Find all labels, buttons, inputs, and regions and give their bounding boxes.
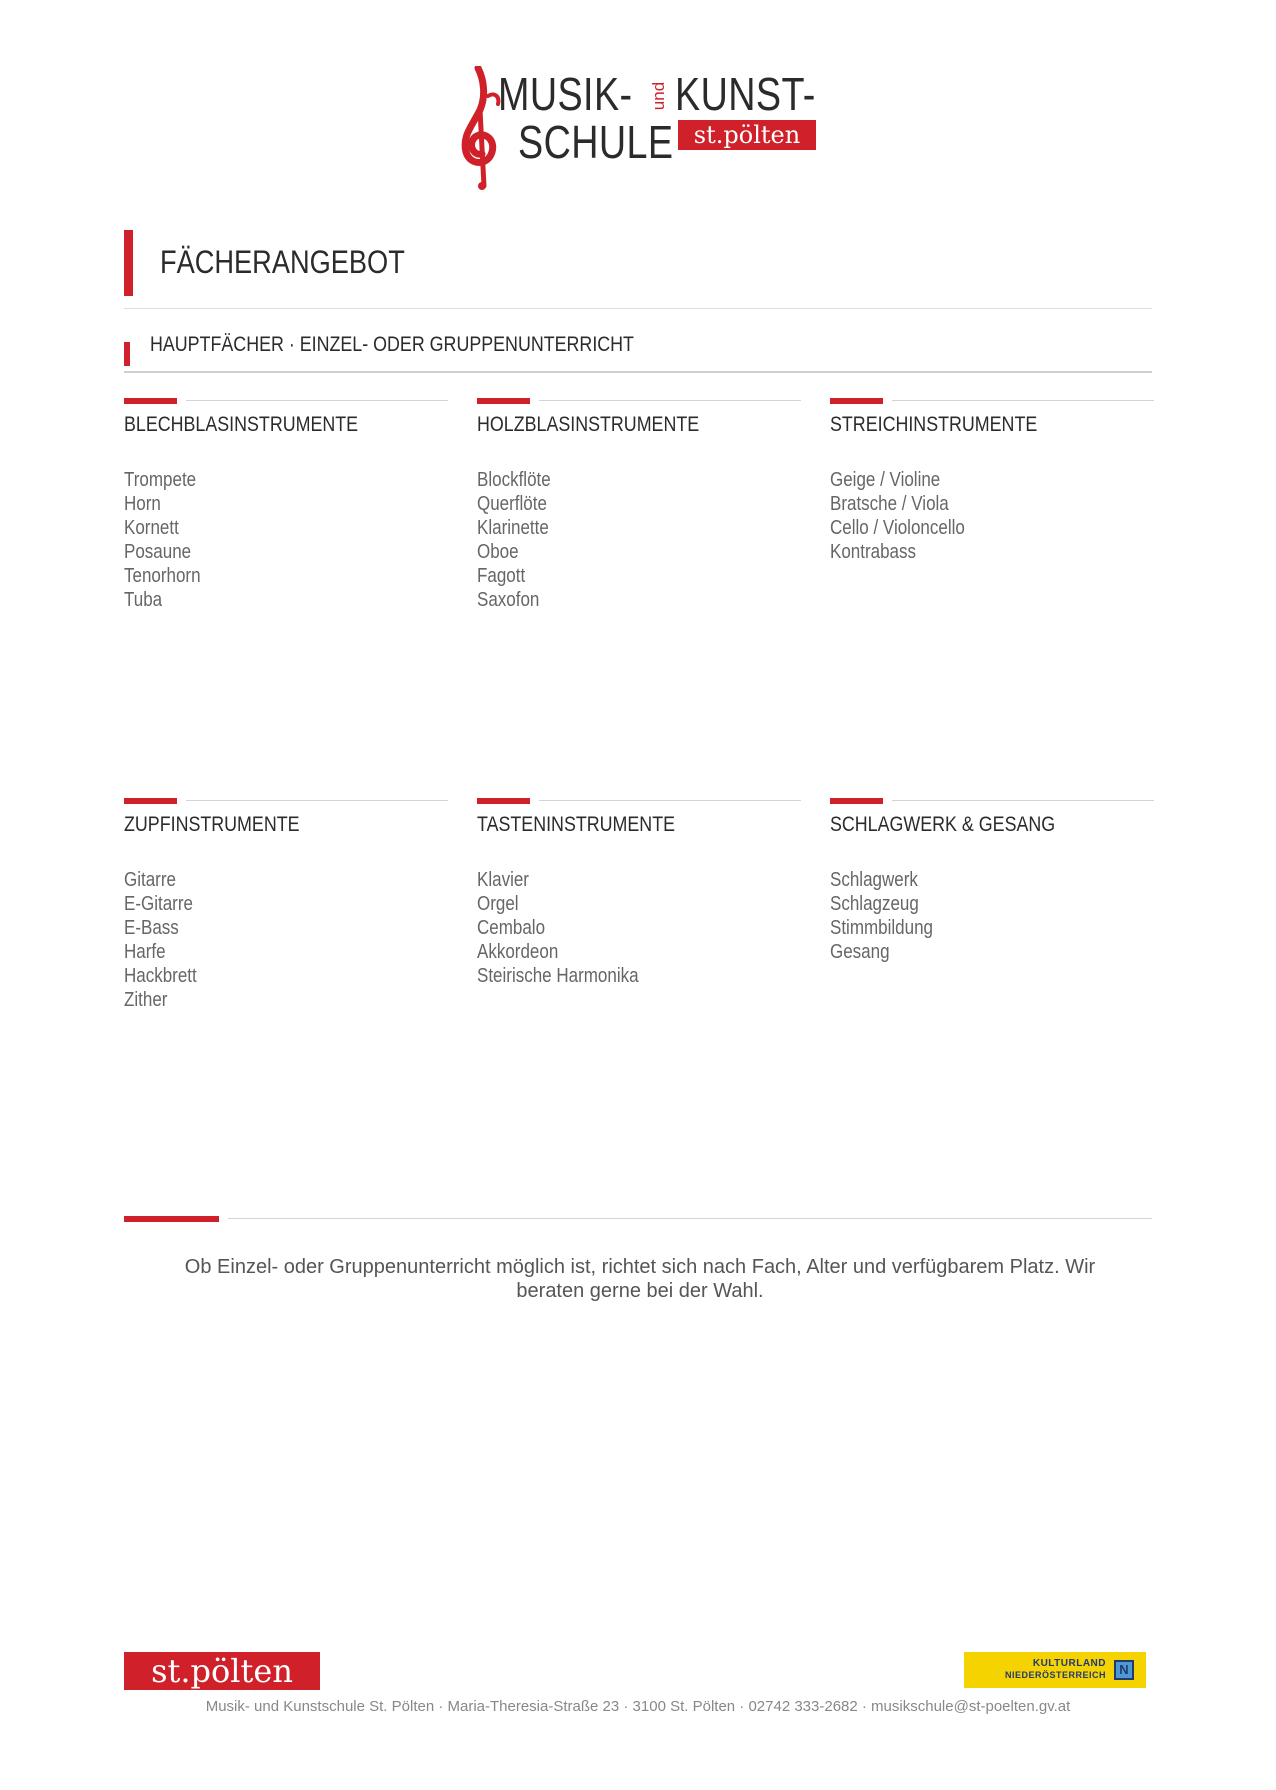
note-accent (124, 1216, 219, 1222)
list-item: Cembalo (477, 917, 546, 939)
category-title: BLECHBLASINSTRUMENTE (124, 413, 359, 436)
category-title: SCHLAGWERK & GESANG (830, 813, 1056, 836)
list-item: Steirische Harmonika (477, 965, 639, 987)
list-item: Kornett (124, 517, 179, 539)
category-accent (124, 398, 177, 404)
list-item: Stimmbildung (830, 917, 933, 939)
category-divider (892, 400, 1154, 401)
list-item: E-Bass (124, 917, 179, 939)
note-divider (228, 1218, 1152, 1219)
category-title: ZUPFINSTRUMENTE (124, 813, 300, 836)
list-item: Kontrabass (830, 541, 916, 563)
list-item: Schlagwerk (830, 869, 918, 891)
instrument-list (124, 468, 214, 612)
list-item: Blockflöte (477, 469, 551, 491)
footer-address: Musik- und Kunstschule St. Pölten · Maria-Theresia-Straße 23 · 3100 St. Pölten · 02742 333-2682 · musikschule@st-poelten.gv.at (205, 1698, 1071, 1715)
logo-word-schule: SCHULE (518, 116, 674, 168)
list-item: Schlagzeug (830, 893, 919, 915)
list-item: E-Gitarre (124, 893, 193, 915)
list-item: Hackbrett (124, 965, 197, 987)
instrument-list (124, 868, 210, 1012)
list-item: Harfe (124, 941, 166, 963)
category-divider (539, 400, 801, 401)
list-item: Gitarre (124, 869, 176, 891)
list-item: Oboe (477, 541, 519, 563)
category-accent (477, 798, 530, 804)
title-accent-bar (124, 230, 133, 296)
list-item: Trompete (124, 469, 197, 491)
subheading-divider (124, 371, 1152, 373)
list-item: Tenorhorn (124, 565, 201, 587)
category-accent (830, 798, 883, 804)
noe-flag-icon: N (1114, 1660, 1134, 1680)
category-divider (186, 800, 448, 801)
school-logo (458, 66, 818, 192)
subheading: HAUPTFÄCHER · EINZEL- ODER GRUPPENUNTERRICHT (150, 333, 634, 356)
subheading-accent-bar (124, 342, 130, 366)
list-item: Orgel (477, 893, 519, 915)
page-title: FÄCHERANGEBOT (160, 244, 405, 280)
lesson-note: Ob Einzel- oder Gruppenunterricht möglich ist, richtet sich nach Fach, Alter und verfügbarem Platz. Wir beraten gerne bei der Wahl. (184, 1256, 1096, 1302)
category-accent (124, 798, 177, 804)
list-item: Zither (124, 989, 168, 1011)
list-item: Querflöte (477, 493, 547, 515)
list-item: Saxofon (477, 589, 540, 611)
list-item: Tuba (124, 589, 163, 611)
list-item: Posaune (124, 541, 192, 563)
title-divider (124, 308, 1152, 309)
logo-und: und (649, 81, 669, 111)
list-item: Geige / Violine (830, 469, 941, 491)
instrument-list (830, 468, 989, 564)
list-item: Akkordeon (477, 941, 559, 963)
list-item: Bratsche / Viola (830, 493, 949, 515)
list-item: Klarinette (477, 517, 549, 539)
logo-word-kunst: KUNST- (675, 68, 816, 120)
list-item: Horn (124, 493, 161, 515)
category-title: TASTENINSTRUMENTE (477, 813, 676, 836)
instrument-list (477, 868, 667, 988)
logo-city-badge: st.pölten (678, 120, 816, 150)
list-item: Fagott (477, 565, 526, 587)
list-item: Cello / Violoncello (830, 517, 965, 539)
category-accent (477, 398, 530, 404)
list-item: Klavier (477, 869, 529, 891)
category-divider (539, 800, 801, 801)
instrument-list (830, 868, 951, 964)
kulturland-logo (964, 1652, 1146, 1688)
category-divider (892, 800, 1154, 801)
category-divider (186, 400, 448, 401)
list-item: Gesang (830, 941, 890, 963)
category-title: HOLZBLASINSTRUMENTE (477, 413, 700, 436)
kulturland-line1: KULTURLAND (1032, 1658, 1106, 1669)
instrument-list (477, 468, 564, 612)
kulturland-line2: NIEDERÖSTERREICH (1004, 1670, 1106, 1680)
logo-word-musik: MUSIK- (498, 68, 633, 120)
category-accent (830, 398, 883, 404)
treble-clef-brush-icon (458, 66, 502, 192)
city-logo: st.pölten (124, 1652, 320, 1690)
category-title: STREICHINSTRUMENTE (830, 413, 1038, 436)
